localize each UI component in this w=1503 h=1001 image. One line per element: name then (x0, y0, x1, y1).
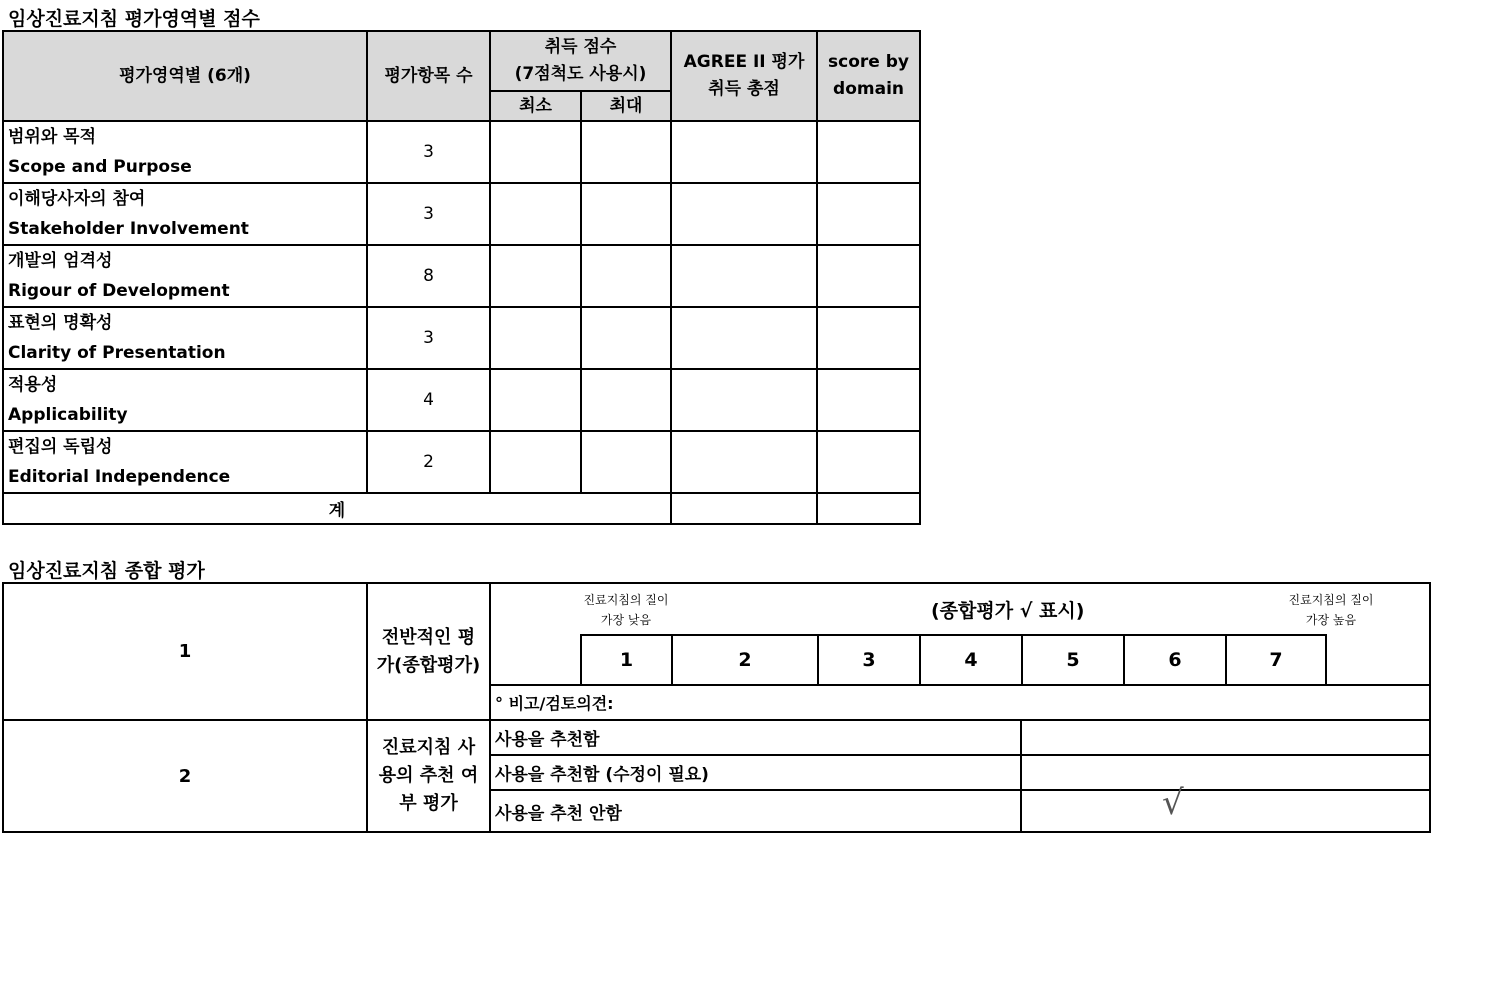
item-count: 2 (367, 431, 490, 493)
min-score-cell[interactable] (490, 307, 581, 369)
rating-scale (580, 634, 1327, 684)
agree-total-cell[interactable] (671, 369, 817, 431)
domain-label: 범위와 목적 Scope and Purpose (3, 121, 367, 183)
max-score-cell[interactable] (581, 121, 671, 183)
header-domain: 평가영역별 (6개) (3, 31, 367, 121)
recommend-option: 사용을 추천함 (490, 720, 1021, 755)
agree-total-cell[interactable] (671, 183, 817, 245)
agree-total-cell[interactable] (671, 121, 817, 183)
scale-title: (종합평가 √ 표시) (931, 600, 1085, 622)
domain-score-cell[interactable] (817, 369, 920, 431)
highest-quality-note: 진료지침의 질이 가장 높음 (1288, 593, 1374, 627)
min-score-cell[interactable] (490, 183, 581, 245)
comment-field[interactable]: ° 비고/검토의견: (490, 685, 1430, 720)
not-recommend-option: 사용을 추천 안함 (490, 790, 1021, 832)
total-label: 계 (3, 493, 671, 524)
rating-option-6[interactable]: 6 (1123, 634, 1225, 684)
min-score-cell[interactable] (490, 121, 581, 183)
table-row (3, 307, 920, 369)
min-score-cell[interactable] (490, 431, 581, 493)
recommend-with-modification-check-cell[interactable] (1021, 755, 1430, 790)
row-number-1: 1 (3, 583, 367, 720)
min-score-cell[interactable] (490, 245, 581, 307)
domain-label: 적용성 Applicability (3, 369, 367, 431)
overall-evaluation-table (2, 582, 1431, 833)
domain-score-cell[interactable] (817, 183, 920, 245)
domain-label: 편집의 독립성 Editorial Independence (3, 431, 367, 493)
total-agree-cell[interactable] (671, 493, 817, 524)
agree-total-cell[interactable] (671, 431, 817, 493)
domain-score-cell[interactable] (817, 245, 920, 307)
max-score-cell[interactable] (581, 431, 671, 493)
rating-option-4[interactable]: 4 (919, 634, 1021, 684)
table-row (3, 121, 920, 183)
domain-label: 이해당사자의 참여 Stakeholder Involvement (3, 183, 367, 245)
checkmark-icon: √ (1162, 783, 1184, 823)
header-obtained-score: 취득 점수 (7점척도 사용시) (490, 31, 671, 91)
item-count: 8 (367, 245, 490, 307)
max-score-cell[interactable] (581, 245, 671, 307)
table-row (3, 369, 920, 431)
agree-total-cell[interactable] (671, 307, 817, 369)
section2-title: 임상진료지침 종합 평가 (8, 560, 205, 582)
header-min: 최소 (490, 91, 581, 121)
total-domain-cell[interactable] (817, 493, 920, 524)
section1-title: 임상진료지침 평가영역별 점수 (8, 8, 260, 30)
table-row (3, 183, 920, 245)
domain-score-table (2, 30, 921, 525)
domain-label: 표현의 명확성 Clarity of Presentation (3, 307, 367, 369)
table-row (3, 245, 920, 307)
max-score-cell[interactable] (581, 183, 671, 245)
domain-score-cell[interactable] (817, 307, 920, 369)
total-row (3, 493, 920, 524)
item-count: 3 (367, 307, 490, 369)
max-score-cell[interactable] (581, 307, 671, 369)
rating-option-2[interactable]: 2 (671, 634, 817, 684)
rating-option-3[interactable]: 3 (817, 634, 919, 684)
overall-evaluation-label: 전반적인 평가(종합평가) (367, 583, 490, 720)
domain-score-cell[interactable] (817, 431, 920, 493)
min-score-cell[interactable] (490, 369, 581, 431)
domain-score-cell[interactable] (817, 121, 920, 183)
agree-total-cell[interactable] (671, 245, 817, 307)
row-number-2: 2 (3, 720, 367, 832)
max-score-cell[interactable] (581, 369, 671, 431)
lowest-quality-note: 진료지침의 질이 가장 낮음 (583, 593, 669, 627)
not-recommend-check-cell[interactable] (1021, 783, 1430, 832)
domain-label: 개발의 엄격성 Rigour of Development (3, 245, 367, 307)
item-count: 3 (367, 121, 490, 183)
rating-option-5[interactable]: 5 (1021, 634, 1123, 684)
header-agree-total: AGREE II 평가 취득 총점 (671, 31, 817, 121)
header-item-count: 평가항목 수 (367, 31, 490, 121)
header-max: 최대 (581, 91, 671, 121)
item-count: 4 (367, 369, 490, 431)
rating-option-1[interactable]: 1 (580, 634, 671, 684)
rating-option-7[interactable]: 7 (1225, 634, 1327, 684)
item-count: 3 (367, 183, 490, 245)
recommendation-label: 진료지침 사용의 추천 여부 평가 (367, 720, 490, 832)
header-score-by-domain: score by domain (817, 31, 920, 121)
table-row (3, 431, 920, 493)
recommend-with-modification-option: 사용을 추천함 (수정이 필요) (490, 755, 1021, 790)
recommend-check-cell[interactable] (1021, 720, 1430, 755)
